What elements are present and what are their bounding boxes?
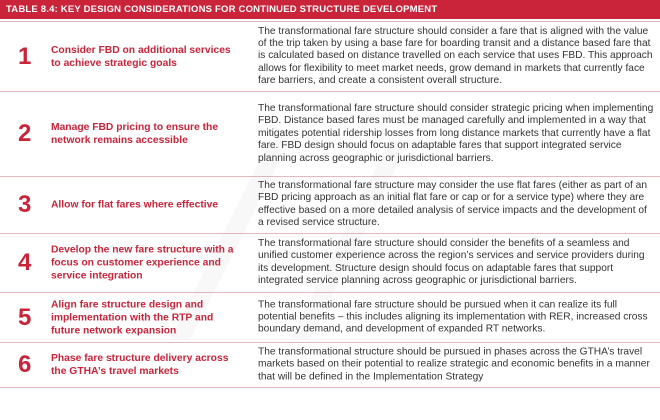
row-description: The transformational fare structure should consider the benefits of a seamless and unified customer experience across the region’s services and service providers during its development. Structure design should focus on adaptable fares that support integrated service planning across geographic or jurisdictional barriers. [258,238,645,287]
row-description: The transformational fare structure should be pursued when it can realize its full potential benefits – this includes aligning its implementation with RER, increased cross boundary demand, and development of expanded RT networks. [258,298,648,335]
row-title: Consider FBD on additional services to achieve strategic goals [51,44,231,69]
row-number: 6 [18,351,32,378]
row-number: 5 [18,303,32,331]
table-title: TABLE 8.4: KEY DESIGN CONSIDERATIONS FOR CONTINUED STRUCTURE DEVELOPMENT [0,0,660,19]
row-description: The transformational fare structure should consider a fare that is aligned with the value of the trip taken by using a base fare for boarding transit and a distance based fare that is calculated based on distance travelled on each service that uses FBD. This approach allows for flexibility to meet market needs, grow demand in markets that currently face fare barriers, and create a consistent overall structure. [258,25,653,87]
table-row [0,233,660,292]
row-description: The transformational fare structure should consider strategic pricing when implementing FBD. Distance based fares must be managed carefully and implemented in a way that mitigates potential ridership losses from long distance markets that currently have a flat fare. FBD design should focus on adaptable fares that support integrated service planning across geographic or jurisdictional barriers. [258,102,654,164]
row-title: Phase fare structure delivery across the GTHA’s travel markets [51,353,229,377]
row-title: Align fare structure design and implementation with the RTP and future network expansion [51,299,214,336]
table-row [0,292,660,342]
row-number: 2 [18,120,32,147]
considerations-table [0,21,660,388]
row-number: 4 [18,249,32,276]
row-number: 3 [18,191,32,218]
table-row [0,176,660,233]
table-row [0,91,660,176]
row-title: Allow for flat fares where effective [51,199,219,211]
table-row [0,342,660,388]
row-title: Manage FBD pricing to ensure the network remains accessible [51,122,219,146]
table-row [0,21,660,91]
row-title: Develop the new fare structure with a focus on customer experience and service integration [51,244,234,282]
row-description: The transformational structure should be pursued in phases across the GTHA’s travel markets based on their potential to realize strategic and economic benefits in a manner that will be defined in the Implementation Strategy [258,346,650,383]
row-number: 1 [18,42,32,70]
row-description: The transformational fare structure may consider the use flat fares (either as part of an FBD pricing approach as an initial flat fare or cap or for a service type) where they are effective based on a more detailed analysis of service impacts and the development of a revised service structure. [258,180,648,229]
